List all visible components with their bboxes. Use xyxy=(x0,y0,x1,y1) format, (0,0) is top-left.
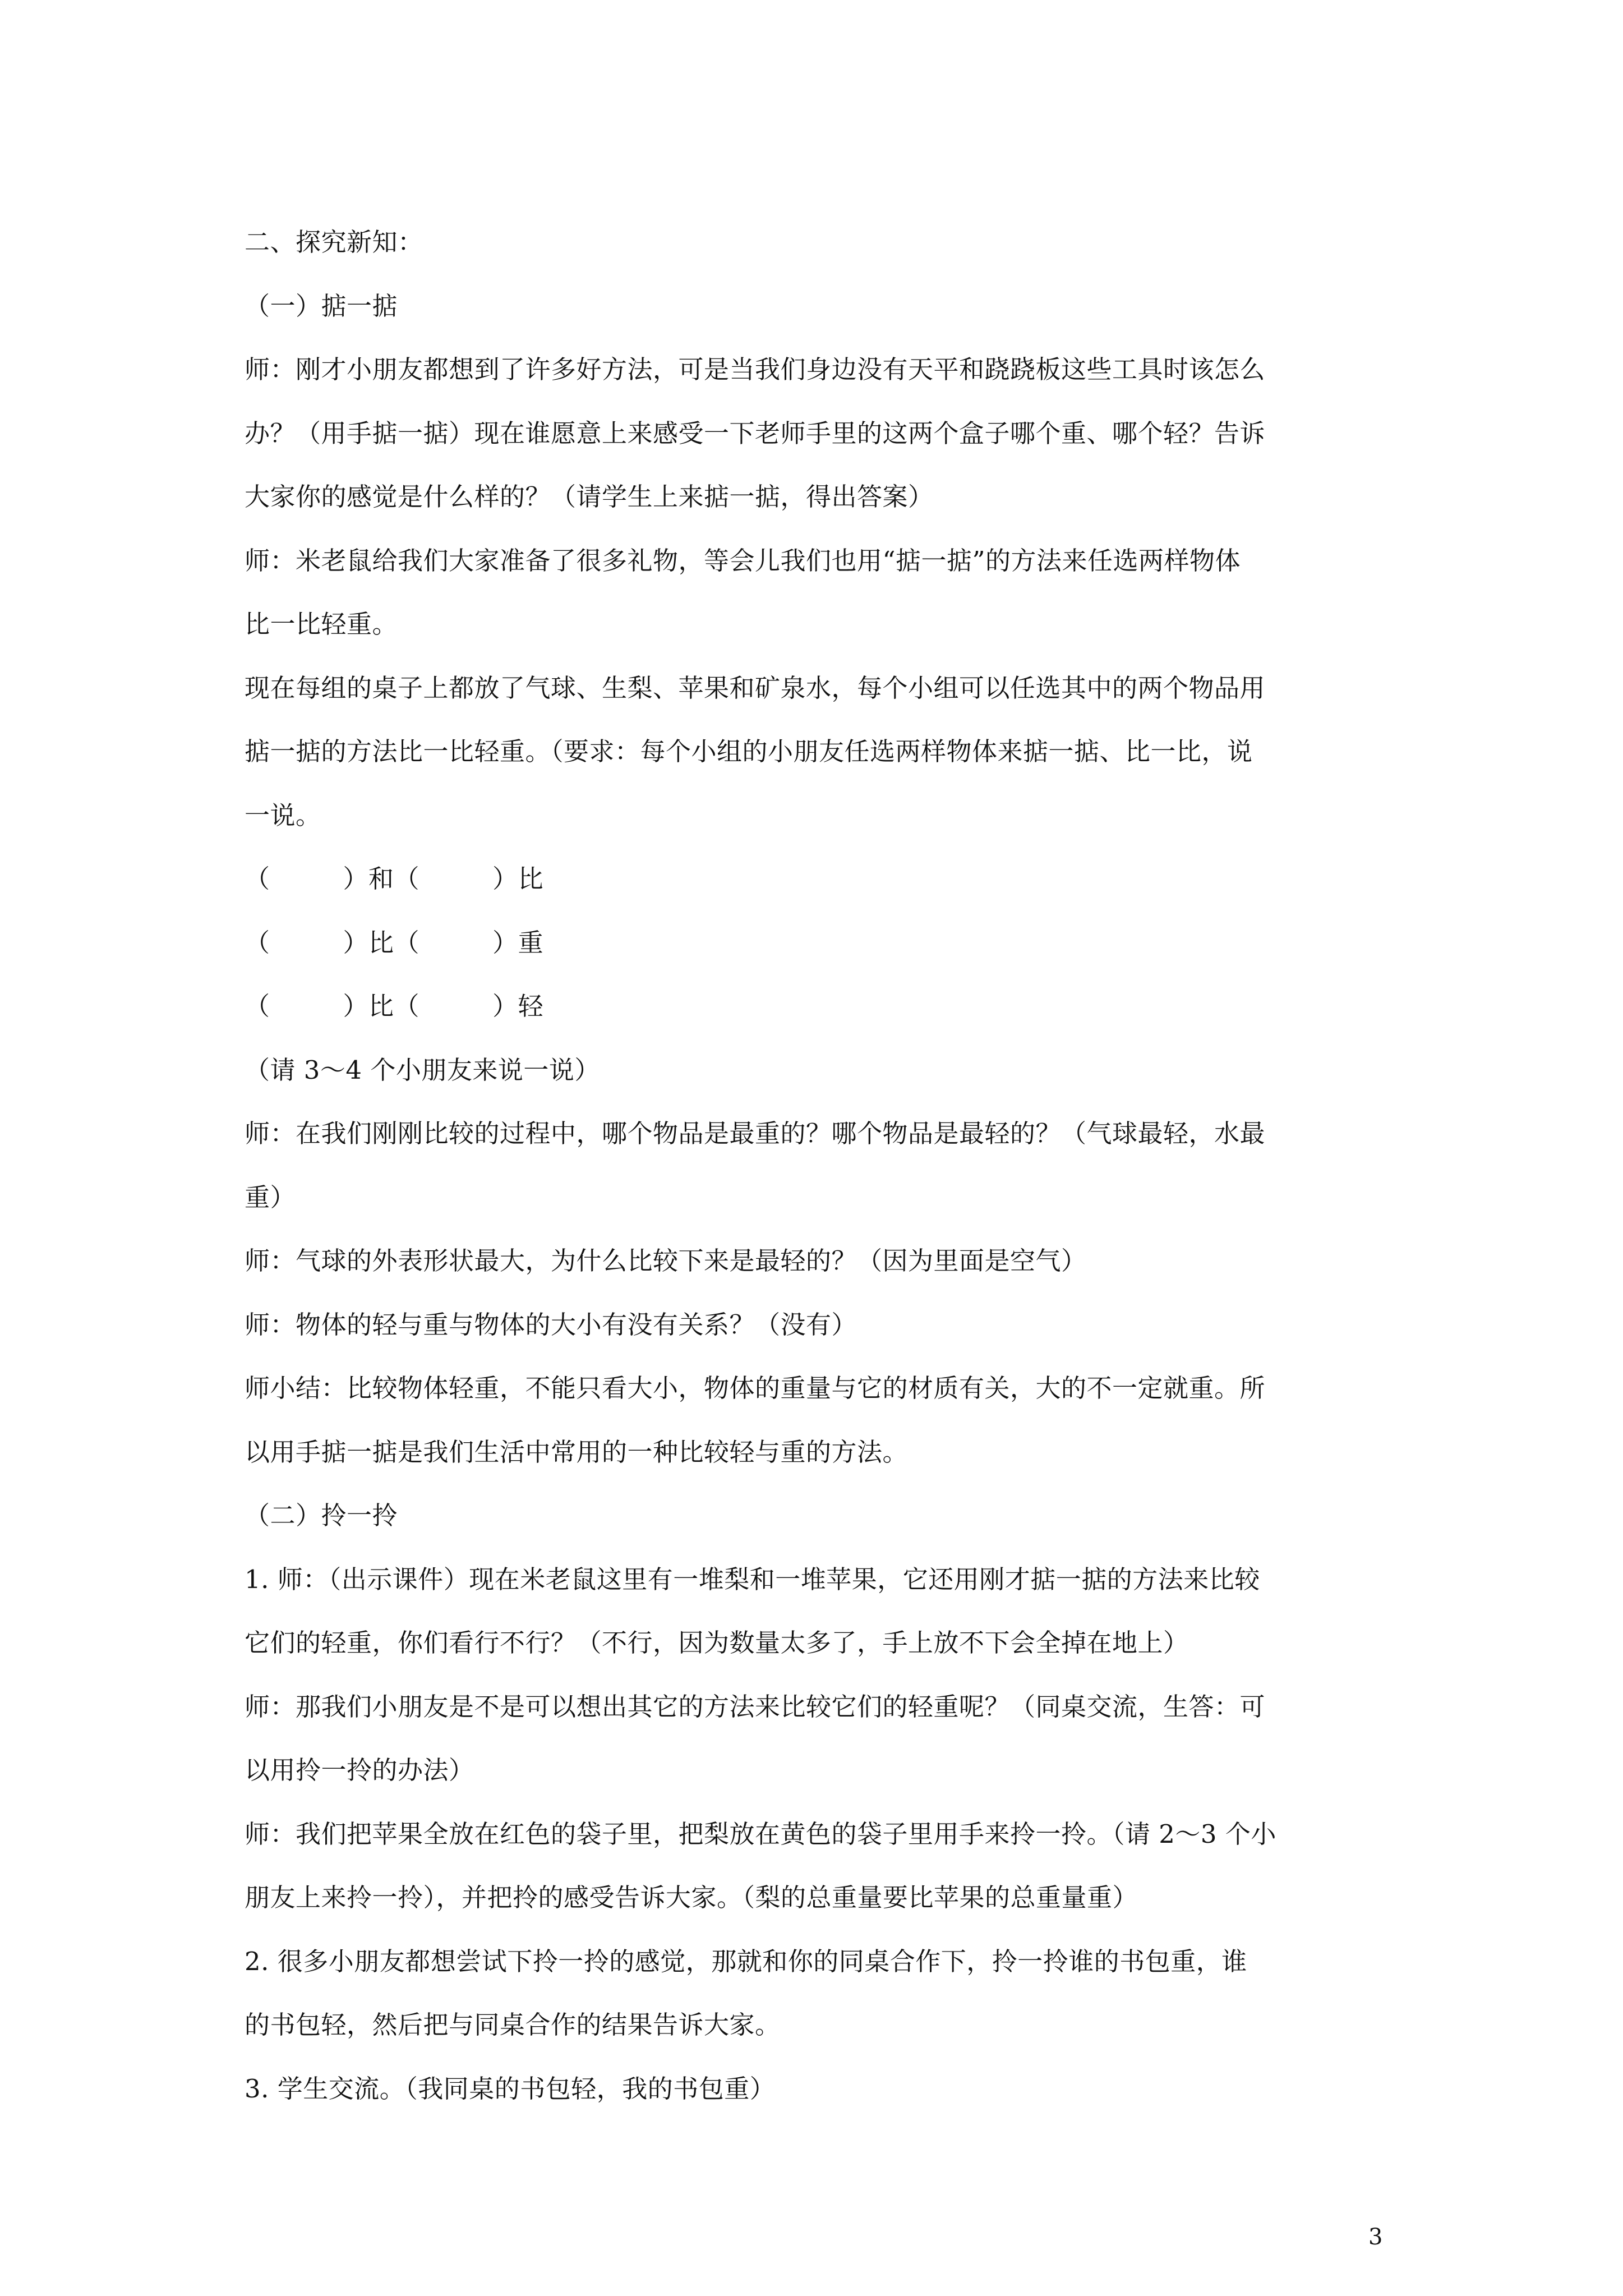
paragraph-line: 以用拎一拎的办法） xyxy=(245,1755,474,1785)
connector-word: 比 xyxy=(368,927,394,958)
section-heading: 二、探究新知： xyxy=(245,227,423,257)
fill-in-line xyxy=(245,974,1400,1038)
page-number: 3 xyxy=(1368,2224,1383,2250)
connector-word: 和 xyxy=(368,864,394,894)
paragraph-line: 1. 师：（出示课件）现在米老鼠这里有一堆梨和一堆苹果，它还用刚才掂一掂的方法来比较 xyxy=(245,1564,1260,1594)
document-body xyxy=(245,210,1400,2120)
fill-in-line xyxy=(245,847,1400,911)
tail-word: 轻 xyxy=(518,991,544,1021)
paragraph-line: 掂一掂的方法比一比轻重。（要求：每个小组的小朋友任选两样物体来掂一掂、比一比，说 xyxy=(245,737,1253,766)
close-paren: ） xyxy=(492,927,518,958)
close-paren: ） xyxy=(492,864,518,894)
paragraph-line: 师：气球的外表形状最大，为什么比较下来是最轻的？（因为里面是空气） xyxy=(245,1246,1087,1276)
paragraph-line: 2. 很多小朋友都想尝试下拎一拎的感觉，那就和你的同桌合作下，拎一拎谁的书包重，谁 xyxy=(245,1946,1247,1976)
paragraph-line: 的书包轻，然后把与同桌合作的结果告诉大家。 xyxy=(245,2010,781,2040)
paragraph-line: 朋友上来拎一拎），并把拎的感受告诉大家。（梨的总重量要比苹果的总重量重） xyxy=(245,1883,1138,1912)
paragraph-line: 3. 学生交流。（我同桌的书包轻，我的书包重） xyxy=(245,2073,776,2104)
paragraph-line: 师：物体的轻与重与物体的大小有没有关系？（没有） xyxy=(245,1309,857,1340)
open-paren: （ xyxy=(394,991,420,1021)
paragraph-line: 大家你的感觉是什么样的？（请学生上来掂一掂，得出答案） xyxy=(245,482,934,512)
paragraph-line: 办？（用手掂一掂）现在谁愿意上来感受一下老师手里的这两个盒子哪个重、哪个轻？告诉 xyxy=(245,418,1266,448)
close-paren: ） xyxy=(343,991,369,1021)
paragraph-line: 师：那我们小朋友是不是可以想出其它的方法来比较它们的轻重呢？（同桌交流，生答：可 xyxy=(245,1691,1266,1722)
open-paren: （ xyxy=(245,991,270,1021)
paragraph-line: 重） xyxy=(245,1182,296,1212)
open-paren: （ xyxy=(245,927,270,958)
paragraph-line: 以用手掂一掂是我们生活中常用的一种比较轻与重的方法。 xyxy=(245,1437,909,1467)
connector-word: 比 xyxy=(368,991,394,1021)
paragraph-line: 师：在我们刚刚比较的过程中，哪个物品是最重的？哪个物品是最轻的？（气球最轻，水最 xyxy=(245,1119,1266,1148)
open-paren: （ xyxy=(394,864,420,894)
paragraph-line: 一说。 xyxy=(245,800,321,830)
tail-word: 比 xyxy=(518,864,544,894)
paragraph-line: 比一比轻重。 xyxy=(245,609,398,639)
tail-word: 重 xyxy=(518,927,544,958)
open-paren: （ xyxy=(394,927,420,958)
close-paren: ） xyxy=(492,991,518,1021)
subsection-heading: （一）掂一掂 xyxy=(245,291,398,321)
fill-in-line xyxy=(245,911,1400,975)
paragraph-line: 师：米老鼠给我们大家准备了很多礼物，等会儿我们也用“掂一掂”的方法来任选两样物体 xyxy=(245,545,1241,576)
paragraph-line: 师：我们把苹果全放在红色的袋子里，把梨放在黄色的袋子里用手来拎一拎。（请 2～3 个小 xyxy=(245,1819,1276,1849)
close-paren: ） xyxy=(343,864,369,894)
paragraph-line: （请 3～4 个小朋友来说一说） xyxy=(245,1055,600,1085)
open-paren: （ xyxy=(245,864,270,894)
subsection-heading: （二）拎一拎 xyxy=(245,1501,398,1530)
paragraph-line: 它们的轻重，你们看行不行？（不行，因为数量太多了，手上放不下会全掉在地上） xyxy=(245,1628,1189,1658)
paragraph-line: 师小结：比较物体轻重，不能只看大小，物体的重量与它的材质有关，大的不一定就重。所 xyxy=(245,1373,1266,1403)
paragraph-line: 现在每组的桌子上都放了气球、生梨、苹果和矿泉水，每个小组可以任选其中的两个物品用 xyxy=(245,673,1266,703)
close-paren: ） xyxy=(343,927,369,958)
paragraph-line: 师：刚才小朋友都想到了许多好方法，可是当我们身边没有天平和跷跷板这些工具时该怎么 xyxy=(245,355,1266,384)
